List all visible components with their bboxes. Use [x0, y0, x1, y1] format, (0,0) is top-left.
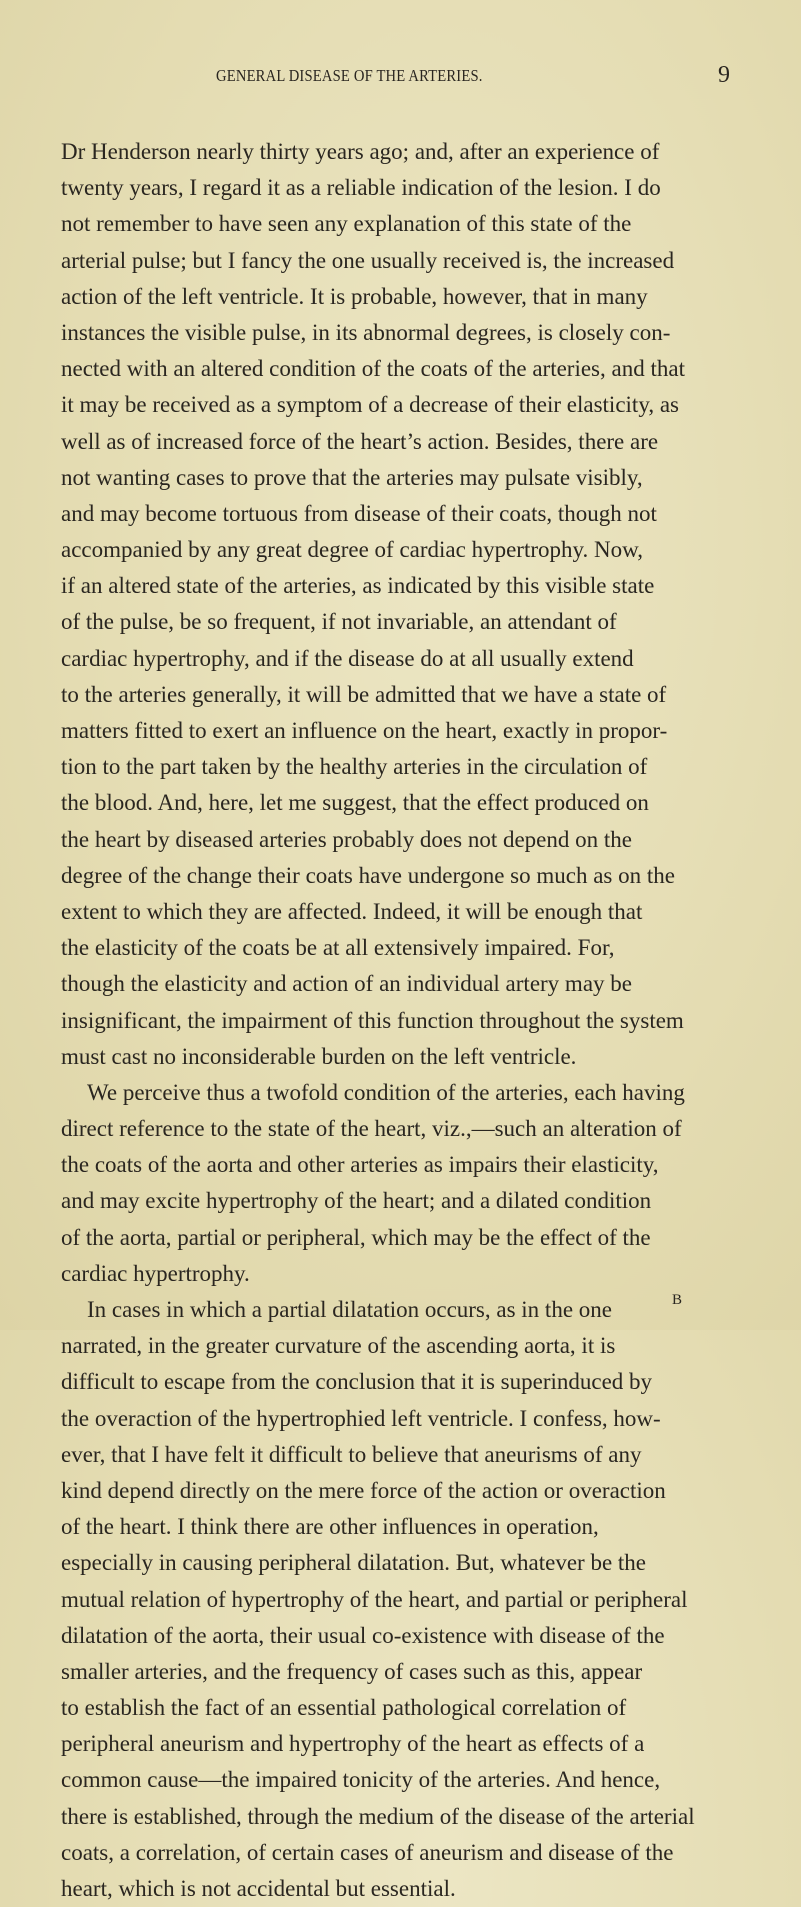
text-line: ever, that I have felt it difficult to believe that aneurisms of any [61, 1441, 642, 1467]
text-line: it may be received as a symptom of a decrease of their elasticity, as [61, 392, 679, 418]
text-line: We perceive thus a twofold condition of the arteries, each having [87, 1079, 685, 1105]
text-line: coats, a correlation, of certain cases of aneurism and disease of the [61, 1839, 674, 1865]
text-line: the coats of the aorta and other arteries as impairs their elasticity, [61, 1152, 659, 1178]
text-line: and may become tortuous from disease of their coats, though not [61, 500, 657, 526]
text-line: not wanting cases to prove that the arteries may pulsate visibly, [61, 464, 643, 490]
text-line: degree of the change their coats have undergone so much as on the [61, 862, 675, 888]
text-line: the blood. And, here, let me suggest, that the effect produced on [61, 790, 649, 816]
text-line: mutual relation of hypertrophy of the heart, and partial or peripheral [61, 1586, 688, 1612]
text-line: though the elasticity and action of an individual artery may be [61, 971, 632, 997]
text-line: nected with an altered condition of the coats of the arteries, and that [61, 356, 685, 382]
text-line: well as of increased force of the heart’s action. Besides, there are [61, 428, 659, 454]
text-line: In cases in which a partial dilatation occurs, as in the one [87, 1297, 612, 1322]
text-line: to establish the fact of an essential pathological correlation of [61, 1695, 627, 1721]
text-line: kind depend directly on the mere force of the action or overaction [61, 1477, 666, 1503]
text-line: of the pulse, be so frequent, if not invariable, an attendant of [61, 609, 617, 635]
page-number: 9 [718, 62, 730, 88]
text-line: the elasticity of the coats be at all extensively impaired. For, [61, 935, 615, 961]
text-line: the overaction of the hypertrophied left ventricle. I confess, how- [61, 1405, 661, 1431]
page-header [0, 62, 801, 92]
text-line: especially in causing peripheral dilatation. But, whatever be the [61, 1550, 647, 1576]
text-line: peripheral aneurism and hypertrophy of the heart as effects of a [61, 1731, 645, 1757]
text-line: heart, which is not accidental but essential. [61, 1876, 456, 1901]
text-line: instances the visible pulse, in its abnormal degrees, is closely con- [61, 319, 671, 345]
text-line: if an altered state of the arteries, as indicated by this visible state [61, 573, 655, 599]
text-line: extent to which they are affected. Indeed, it will be enough that [61, 898, 643, 924]
text-line: insignificant, the impairment of this function throughout the system [61, 1007, 684, 1033]
text-line: arterial pulse; but I fancy the one usually received is, the increased [61, 247, 675, 273]
text-line: twenty years, I regard it as a reliable indication of the lesion. I do [61, 175, 661, 201]
paragraph [61, 1075, 731, 1292]
text-line: narrated, in the greater curvature of the ascending aorta, it is [61, 1333, 616, 1359]
text-line: Dr Henderson nearly thirty years ago; and, after an experience of [61, 139, 660, 164]
text-line: of the heart. I think there are other influences in operation, [61, 1514, 599, 1540]
text-line: action of the left ventricle. It is probable, however, that in many [61, 283, 648, 309]
text-line: must cast no inconsiderable burden on the left ventricle. [61, 1043, 577, 1069]
text-line: accompanied by any great degree of cardiac hypertrophy. Now, [61, 537, 643, 563]
body-text [61, 134, 731, 1907]
text-line: the heart by diseased arteries probably does not depend on the [61, 826, 632, 852]
text-line: dilatation of the aorta, their usual co-existence with disease of the [61, 1622, 665, 1648]
text-line: direct reference to the state of the heart, viz.,—such an alteration of [61, 1116, 682, 1142]
paragraph [61, 134, 731, 1075]
text-line: smaller arteries, and the frequency of cases such as this, appear [61, 1658, 643, 1684]
signature-mark: B [672, 1292, 683, 1308]
paragraph [61, 1292, 731, 1907]
text-line: not remember to have seen any explanation of this state of the [61, 211, 632, 237]
text-line: and may excite hypertrophy of the heart; and a dilated condition [61, 1188, 652, 1214]
text-line: tion to the part taken by the healthy arteries in the circulation of [61, 754, 648, 780]
text-line: matters fitted to exert an influence on the heart, exactly in propor- [61, 718, 668, 743]
text-line: of the aorta, partial or peripheral, which may be the effect of the [61, 1224, 651, 1250]
running-head: GENERAL DISEASE OF THE ARTERIES. [216, 66, 483, 85]
text-line: difficult to escape from the conclusion that it is superinduced by [61, 1369, 653, 1395]
text-line: there is established, through the medium of the disease of the arterial [61, 1803, 695, 1829]
text-line: to the arteries generally, it will be admitted that we have a state of [61, 681, 667, 707]
text-line: common cause—the impaired tonicity of the arteries. And hence, [61, 1767, 661, 1793]
text-line: cardiac hypertrophy. [61, 1260, 250, 1286]
text-line: cardiac hypertrophy, and if the disease do at all usually extend [61, 645, 634, 671]
